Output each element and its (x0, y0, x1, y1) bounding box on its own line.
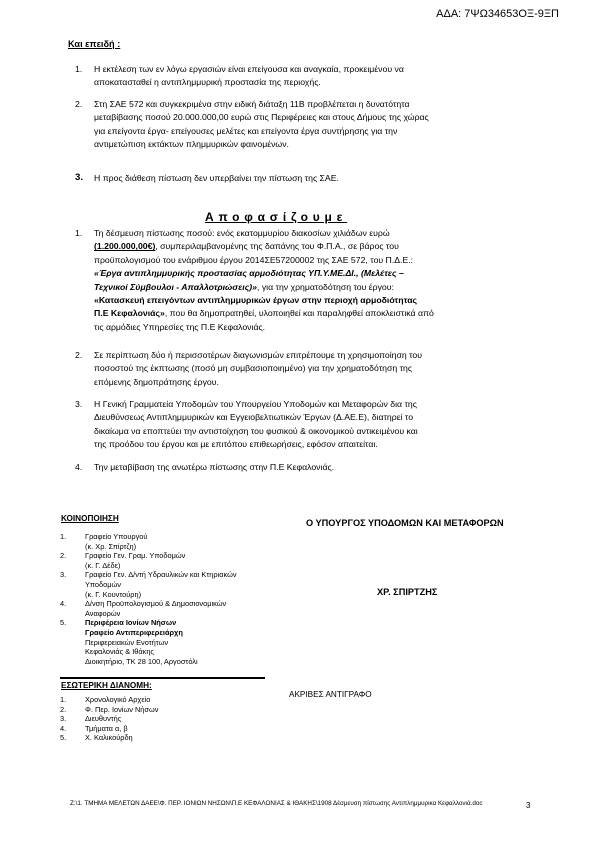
decision-3-text (94, 398, 533, 452)
text-line: (1.200.000,00€), συμπεριλαμβανομένης της δαπάνης του Φ.Π.Α., σε βάρος του (94, 241, 399, 252)
internal-distribution-heading: ΕΣΩΤΕΡΙΚΗ ΔΙΑΝΟΜΗ: (61, 681, 152, 690)
reason-1-text (94, 63, 533, 90)
text-line: Η προς διάθεση πίστωση δεν υπερβαίνει την πίστωση της ΣΑΕ. (94, 173, 339, 183)
distribution-heading: ΚΟΙΝΟΠΟΙΗΣΗ (61, 514, 119, 523)
reason-1-number: 1. (75, 64, 83, 74)
internal-item: 2. Φ. Περ. Ιονίων Νήσων (60, 704, 159, 714)
text-line: Η εκτέλεση των εν λόγω εργασιών είναι επείγουσα και αναγκαία, προκειμένου να (94, 64, 404, 74)
decision-heading: Αποφασίζουμε (205, 210, 348, 224)
internal-item: 4. Τμήματα α, β (60, 723, 128, 733)
distribution-item: 5. Περιφέρεια Ιονίων Νήσων Γραφείο Αντιπεριφερειάρχη Περιφερειακών Ενοτήτων Κεφαλονιάς & Ιθάκης Διοικητήριο, ΤΚ 28 100, Αργοστόλι (60, 618, 198, 666)
decision-2-text (94, 349, 533, 389)
text-line: Τεχνικοί Σύμβουλοι - Απαλλοτριώσεις)», για την χρηματοδότηση του έργου: (94, 281, 394, 292)
internal-distribution-list (60, 695, 260, 743)
text-line: τις αρμόδιες Υπηρεσίες της Π.Ε Κεφαλονιάς. (94, 321, 266, 332)
decision-3-number: 3. (75, 399, 83, 409)
text-line: δικαίωμα να εποπτεύει την αντιστοίχηση του φυσικού & οικονομικού αντικειμένου και (94, 425, 418, 436)
text-line: Σε περίπτωση δύο ή περισσοτέρων διαγωνισμών επιτρέπουμε τη χρησιμοποίηση του (94, 350, 422, 360)
text-line: για επείγοντα έργα- επείγουσες μελέτες και επείγοντα έργα συντήρησης για την (94, 125, 398, 136)
text-line: Διευθύνσεως Αντιπλημμυρικών και Εγγειοβελτιωτικών Έργων (Δ.ΑΕ.Ε), διατηρεί το (94, 412, 414, 423)
text-line: ποσοστού της έκπτωσης (ποσό μη συμβασιοποιημένο) για την χρηματοδότηση της (94, 363, 413, 374)
section-divider (60, 677, 265, 679)
decision-1-text (94, 227, 533, 334)
footer-file-path: Z:\1. ΤΜΗΜΑ ΜΕΛΕΤΩΝ ΔΑΕΕ\Φ. ΠΕΡ. ΙΟΝΙΩΝ ΝΗΣΩΝ\Π.Ε ΚΕΦΑΛΟΝΙΑΣ & ΙΘΑΚΗΣ\1908 Δέσμευση πίστωσης Αντιπλημμυρικα Κεφαλλονιά.doc (70, 800, 483, 807)
internal-item: 5. Χ. Καλικούρδη (60, 733, 133, 743)
text-line: Π.Ε Κεφαλονιάς», που θα δημοπρατηθεί, υλοποιηθεί και παραληφθεί αποκλειστικά από (94, 308, 434, 319)
text-line: Η Γενική Γραμματεία Υποδομών του Υπουργείου Υποδομών και Μεταφορών δια της (94, 399, 417, 409)
text-line: της προόδου του έργου και με επιτόπου επιθεωρήσεις, εφόσον απαιτείται. (94, 439, 378, 450)
project-title-line: «Έργα αντιπλημμυρικής προστασίας αρμοδιότητας ΥΠ.Υ.ΜΕ.ΔΙ., (Μελέτες – (94, 268, 404, 279)
decision-4-text (94, 461, 533, 474)
text-line: μεταβίβασης ποσού 20.000.000,00 ευρώ στις Περιφέρειες και στους Δήμους της χώρας (94, 112, 429, 123)
decision-2-number: 2. (75, 350, 83, 360)
reasons-heading: Και επειδή : (68, 39, 121, 49)
reason-2-text (94, 98, 533, 152)
text-line: επόμενης δημοπράτησης έργου. (94, 376, 219, 387)
text-line: Τη δέσμευση πίστωσης ποσού: ενός εκατομμυρίου διακοσίων χιλιάδων ευρώ (94, 228, 390, 238)
text-line: Στη ΣΑΕ 572 και συγκεκριμένα στην ειδική διάταξη 11Β προβλέπεται η δυνατότητα (94, 99, 410, 109)
distribution-list (60, 532, 290, 666)
work-title-line: «Κατασκευή επειγόντων αντιπλημμυρικών έργων στην περιοχή αρμοδιότητας (94, 295, 418, 306)
true-copy-label: ΑΚΡΙΒΕΣ ΑΝΤΙΓΡΑΦΟ (289, 690, 372, 699)
page-number: 3 (526, 801, 531, 810)
amount: (1.200.000,00€) (94, 241, 156, 252)
internal-item: 3. Διευθυντής (60, 714, 122, 724)
reason-3-number: 3. (75, 172, 84, 183)
distribution-item: 4. Δ/νση Προϋπολογισμού & Δημοσιονομικών Αναφορών (60, 599, 227, 618)
distribution-item: 2. Γραφείο Γεν. Γραμ. Υποδομών (κ. Γ. Δέδε) (60, 551, 186, 570)
text-line: προϋπολογισμού του ενάριθμου έργου 2014ΣΕ57200002 της ΣΑΕ 572, του Π.Δ.Ε.: (94, 254, 414, 265)
internal-item: 1. Χρονολογικό Αρχείο (60, 695, 151, 704)
distribution-item: 1. Γραφείο Υπουργού (κ. Χρ. Σπίρτζη) (60, 532, 148, 551)
decision-1-number: 1. (75, 228, 83, 238)
distribution-item: 3. Γραφείο Γεν. Δ/ντή Υδραυλικών και Κτηριακών Υποδομών (κ. Γ. Κουντούρη) (60, 570, 237, 599)
minister-title: Ο ΥΠΟΥΡΓΟΣ ΥΠΟΔΟΜΩΝ ΚΑΙ ΜΕΤΑΦΟΡΩΝ (306, 518, 504, 528)
text-line: Την μεταβίβαση της ανωτέρω πίστωσης στην Π.Ε Κεφαλονιάς. (94, 462, 335, 472)
reason-2-number: 2. (75, 99, 83, 109)
text-line: αντιμετώπιση εκτάκτων πλημμυρικών φαινομένων. (94, 139, 289, 150)
decision-4-number: 4. (75, 462, 83, 472)
text-line: αποκατασταθεί η αντιπλημμυρική προστασία της περιοχής. (94, 77, 321, 88)
reason-3-text (94, 172, 533, 185)
ada-code: ΑΔΑ: 7ΨΩ34653ΟΞ-9ΞΠ (436, 8, 559, 20)
minister-name: ΧΡ. ΣΠΙΡΤΖΗΣ (377, 587, 438, 597)
